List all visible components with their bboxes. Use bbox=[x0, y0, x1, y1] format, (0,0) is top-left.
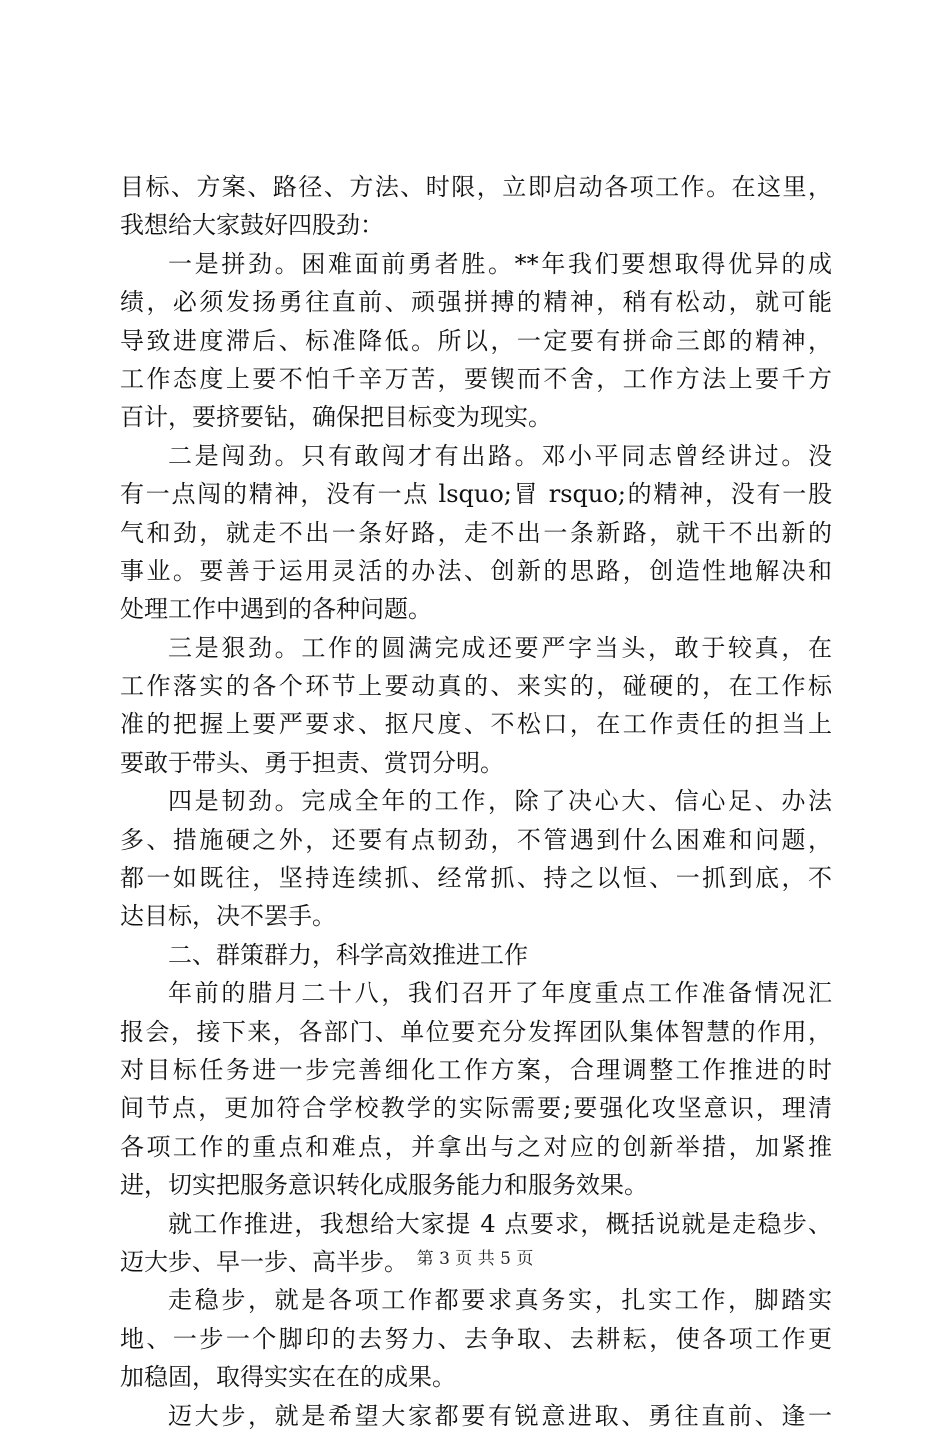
text-line: 百计，要挤要钻，确保把目标变为现实。 bbox=[120, 403, 552, 432]
text-line: 我想给大家鼓好四股劲： bbox=[120, 211, 384, 240]
page-footer: 第 3 页 共 5 页 bbox=[416, 1249, 534, 1269]
text-line: 准的把握上要严要求、抠尺度、不松口，在工作责任的担当上 bbox=[120, 710, 832, 739]
text-line: 迈大步，就是希望大家都要有锐意进取、勇往直前、逢一 bbox=[168, 1401, 832, 1430]
text-line: 地、一步一个脚印的去努力、去争取、去耕耘，使各项工作更 bbox=[120, 1324, 832, 1353]
text-line: 各项工作的重点和难点，并拿出与之对应的创新举措，加紧推 bbox=[120, 1132, 832, 1161]
text-line: 一是拼劲。困难面前勇者胜。**年我们要想取得优异的成 bbox=[168, 249, 832, 278]
text-line: 事业。要善于运用灵活的办法、创新的思路，创造性地解决和 bbox=[120, 556, 832, 585]
text-line: 三是狠劲。工作的圆满完成还要严字当头，敢于较真，在 bbox=[168, 633, 832, 662]
text-line: 都一如既往，坚持连续抓、经常抓、持之以恒、一抓到底，不 bbox=[120, 864, 832, 893]
text-line: 迈大步、早一步、高半步。 bbox=[120, 1247, 408, 1276]
text-line: 多、措施硬之外，还要有点韧劲，不管遇到什么困难和问题， bbox=[120, 825, 832, 854]
text-line: 要敢于带头、勇于担责、赏罚分明。 bbox=[120, 748, 504, 777]
text-line: 有一点闯的精神，没有一点 lsquo;冒 rsquo;的精神，没有一股 bbox=[120, 480, 832, 509]
text-line: 处理工作中遇到的各种问题。 bbox=[120, 595, 432, 624]
text-line: 导致进度滞后、标准降低。所以，一定要有拼命三郎的精神， bbox=[120, 326, 832, 355]
text-line: 报会，接下来，各部门、单位要充分发挥团队集体智慧的作用， bbox=[120, 1017, 832, 1046]
text-line: 加稳固，取得实实在在的成果。 bbox=[120, 1363, 456, 1392]
text-line: 对目标任务进一步完善细化工作方案，合理调整工作推进的时 bbox=[120, 1055, 832, 1084]
text-line: 进，切实把服务意识转化成服务能力和服务效果。 bbox=[120, 1171, 648, 1200]
text-line: 工作态度上要不怕千辛万苦，要锲而不舍，工作方法上要千方 bbox=[120, 364, 832, 393]
text-line: 二、群策群力，科学高效推进工作 bbox=[168, 940, 528, 969]
text-line: 绩，必须发扬勇往直前、顽强拼搏的精神，稍有松动，就可能 bbox=[120, 288, 832, 317]
text-line: 二是闯劲。只有敢闯才有出路。邓小平同志曾经讲过。没 bbox=[168, 441, 832, 470]
text-line: 目标、方案、路径、方法、时限，立即启动各项工作。在这里， bbox=[120, 173, 832, 201]
text-line: 达目标，决不罢手。 bbox=[120, 902, 336, 931]
text-line: 气和劲，就走不出一条好路，走不出一条新路，就干不出新的 bbox=[120, 518, 832, 547]
text-line: 走稳步，就是各项工作都要求真务实，扎实工作，脚踏实 bbox=[168, 1286, 832, 1315]
text-line: 间节点，更加符合学校教学的实际需要;要强化攻坚意识，理清 bbox=[120, 1094, 832, 1123]
text-line: 就工作推进，我想给大家提 4 点要求，概括说就是走稳步、 bbox=[168, 1209, 832, 1238]
text-line: 年前的腊月二十八，我们召开了年度重点工作准备情况汇 bbox=[168, 979, 832, 1008]
text-line: 工作落实的各个环节上要动真的、来实的，碰硬的，在工作标 bbox=[120, 672, 832, 701]
text-line: 四是韧劲。完成全年的工作，除了决心大、信心足、办法 bbox=[168, 787, 832, 816]
